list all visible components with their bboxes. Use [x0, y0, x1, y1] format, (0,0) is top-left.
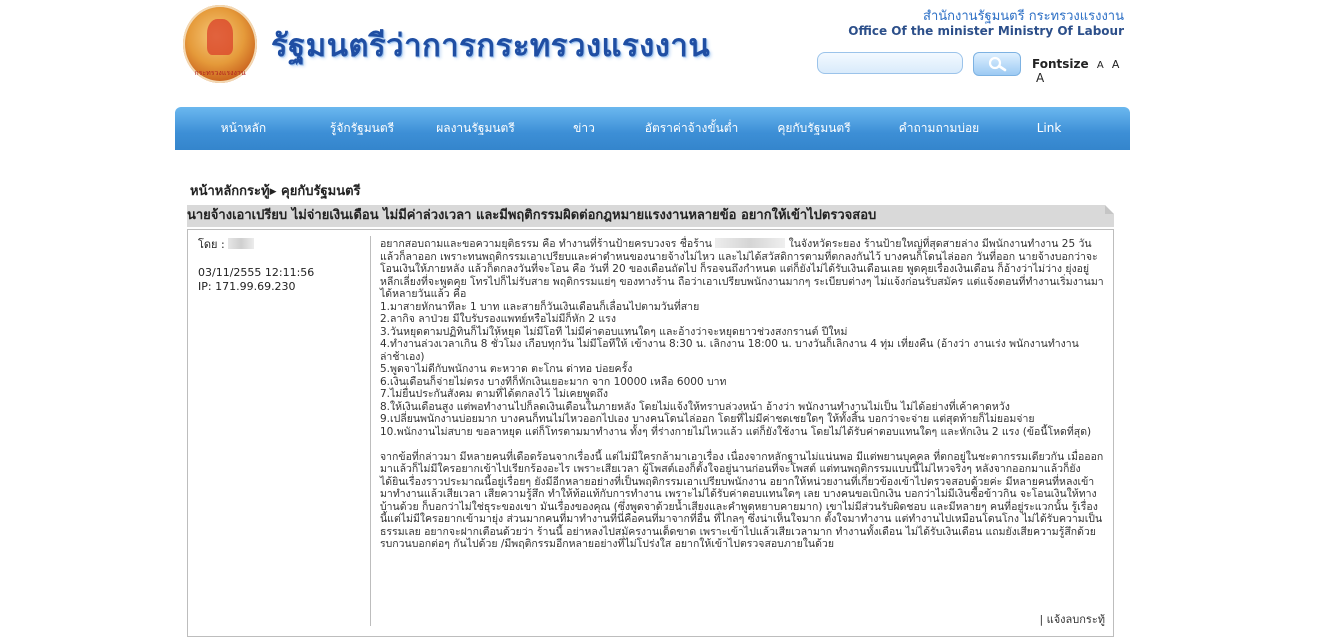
post-intro — [380, 238, 1104, 301]
list-item: 1.มาสายหักนาทีละ 1 บาท และสายก็วันเงินเดือนก็เลื่อนไปตามวันที่สาย — [380, 300, 700, 313]
nav-link[interactable]: Link — [1036, 121, 1062, 135]
report-delete-link[interactable]: | แจ้งลบกระทู้ — [1039, 613, 1105, 626]
search-button[interactable] — [973, 52, 1021, 76]
post-ip: IP: 171.99.69.230 — [198, 280, 296, 293]
list-item: 3.วันหยุดตามปฏิทินก็ไม่ให้หยุด ไม่มีโอที ไม่มีค่าตอบแทนใดๆ และอ้างว่าจะหยุดยาวช่วงสงกรานต์ ปีใหม่ — [380, 325, 848, 338]
post-meta — [198, 238, 363, 294]
fontsize-small[interactable]: A — [1096, 60, 1104, 71]
search-input[interactable] — [817, 52, 963, 74]
office-name-english: Office Of the minister Ministry Of Labour — [848, 24, 1124, 38]
intro-part-2: ในจังหวัดระยอง ร้านป้ายใหญ่ที่สุดสายล่าง มีพนักงานทำงาน 25 วัน แล้วก็ลาออก เพราะทนพฤติกรรมเอาเปรียบและค่าตำหนของนายจ้างไม่ไหว และไม่ได้สวัสดิการตามที่ตกลงกันไว้ บางคนก็โดนไล่ออก วันที่ออก นายจ้างบอกว่าจะโอนเงินให้ภายหลัง แล้วก็ตกลงวันที่จะโอน คือ วันที่ 20 ของเดือนถัดไป ก็รอจนถึงกำหนด แต่ก็ยังไม่ได้รับเงินเดือนเลย พูดคุยเรื่องเงินเดือน ก็อ้างว่าไม่ว่าง ยุ่งอยู่ หลีกเลี่ยงที่จะพูดคุย โทรไปก็ไม่รับสาย พฤติกรรมแย่ๆ ของทางร้าน ถือว่าเอาเปรียบพนักงานมากๆ ระเบียบต่างๆ ไม่แจ้งก่อนรับสมัคร แต่แจ้งตอนที่ทำงานเริ่มงานมาได้หลายวันแล้ว คือ — [380, 238, 1104, 300]
logo-caption: กระทรวงแรงงาน — [194, 69, 246, 77]
breadcrumb-section[interactable]: กระทู้ — [239, 184, 270, 199]
list-item: 5.พูดจาไม่ดีกับพนักงาน ตะหวาด ตะโกน ด่าทอ บ่อยครั้ง — [380, 363, 633, 375]
logo-figure-icon — [207, 19, 233, 55]
spacer — [380, 438, 1104, 451]
site-title[interactable]: รัฐมนตรีว่าการกระทรวงแรงงาน — [271, 28, 711, 64]
list-item: 9.เปลี่ยนพนักงานบ่อยมาก บางคนก็ทนไม่ไหวออกไปเอง บางคนโดนไล่ออก โดยที่ไม่มีค่าชดเชยใดๆ ให้ทั้งสิ้น บอกว่าจะจ่าย แต่สุดท้ายก็ไม่ยอมจ่าย — [380, 413, 1035, 425]
nav-about-minister[interactable]: รู้จักรัฐมนตรี — [329, 121, 395, 135]
nav-home[interactable]: หน้าหลัก — [220, 121, 267, 135]
nav-minister-works[interactable]: ผลงานรัฐมนตรี — [436, 121, 515, 135]
fontsize-control — [1032, 57, 1130, 85]
list-item: 4.ทำงานล่วงเวลาเกิน 8 ชั่วโมง เกือบทุกวัน ไม่มีโอทีให้ เข้างาน 8:30 น. เลิกงาน 18:00 น. บางวันก็เลิกงาน 4 ทุ่ม เที่ยงคืน (อ้างว่า งานเร่ง พนักงานทำงานล่าช้าเอง) — [380, 338, 1079, 363]
nav-faq[interactable]: คำถามถามบ่อย — [898, 121, 980, 135]
corner-fold-icon — [1105, 205, 1114, 214]
breadcrumb-arrow-icon: ▶ — [269, 187, 277, 197]
nav-news[interactable]: ข่าว — [573, 121, 595, 135]
breadcrumb — [190, 180, 361, 201]
column-divider — [370, 236, 371, 626]
breadcrumb-current: คุยกับรัฐมนตรี — [281, 184, 361, 199]
topic-title-bar — [187, 205, 1114, 227]
list-item: 6.เงินเดือนก็จ่ายไม่ตรง บางทีก็หักเงินเยอะมาก จาก 10000 เหลือ 6000 บาท — [380, 375, 727, 388]
main-nav — [175, 107, 1130, 150]
author-name-redacted — [228, 238, 254, 249]
list-item: 8.ให้เงินเดือนสูง แต่พอทำงานไปก็ลดเงินเดือนในภายหลัง โดยไม่แจ้งให้ทราบล่วงหน้า อ้างว่า พนักงานทำงานไม่เป็น ไม่ได้อย่างที่เค้าคาดหวัง — [380, 400, 1010, 413]
post-box — [187, 229, 1114, 637]
page — [175, 0, 1130, 638]
nav-talk-with-minister[interactable]: คุยกับรัฐมนตรี — [777, 121, 851, 135]
fontsize-large[interactable]: A — [1036, 71, 1045, 85]
fontsize-label: Fontsize — [1032, 57, 1089, 71]
shop-name-redacted — [715, 238, 785, 248]
by-label: โดย : — [198, 238, 225, 251]
post-author — [198, 238, 363, 252]
intro-part-1: อยากสอบถามและขอความยุติธรรม คือ ทำงานที่ร้านป้ายครบวงจร ชื่อร้าน — [380, 238, 712, 250]
post-conclusion: จากข้อที่กล่าวมา มีหลายคนที่เดือดร้อนจากเรื่องนี้ แต่ไม่มีใครกล้ามาเอาเรื่อง เนื่องจากหลักฐานไม่แน่นพอ มีแต่พยานบุคคล ที่ตกอยู่ในชะตากรรมเดียวกัน เมื่อออกมาแล้วก็ไม่มีใครอยากเข้าไปเรียกร้องอะไร เพราะเสียเวลา ผู้โพสต์เองก็ตั้งใจอยู่นานก่อนที่จะโพสต์ แต่ทนพฤติกรรมแบบนี้ไม่ไหวจริงๆ หลังจากออกมาแล้วก็ยังได้ยินเรื่องราวประมาณนี้อยู่เรื่อยๆ ยังมีอีกหลายอย่างที่เป็นพฤติกรรมเอาเปรียบพนักงาน อยากให้หน่วยงานที่เกี่ยวข้องเข้าไปตรวจสอบด้วยค่ะ มีหลายคนที่หลงเข้ามาทำงานแล้วเสียเวลา เสียความรู้สึก ทำให้ท้อแท้กับการทำงาน เพราะไม่ได้รับค่าตอบแทนใดๆ เลย บางคนขอเบิกเงิน บอกว่าไม่มีเงินซื้อข้าวกิน จะโอนเงินให้ทางบ้านด้วย ก็บอกว่าไม่ใช่ธุระของเขา มันเรื่องของคุณ (ซึ่งพูดจาด้วยน้ำเสียงและคำพูดหยาบคายมาก) เขาไม่มีส่วนรับผิดชอบ และมีหลายๆ คนที่อยู่ระแวกนั้น รู้เรื่องนี้แต่ไม่มีใครอยากเข้ามายุ่ง ส่วนมากคนที่มาทำงานที่นี่คือคนที่มาจากที่อื่น ที่ไกลๆ ซึ่งน่าเห็นใจมาก ตั้งใจมาทำงาน แต่ทำงานไปเหมือนโดนโกง ไม่ได้รับความเป็นธรรมเลย อยากจะฝากเตือนด้วยว่า ร้านนี้ อย่าหลงไปสมัครงานเด็ดขาด เพราะเข้าไปแล้วเสียเวลามาก ทำงานทั้งเดือน ไม่ได้รับเงินเดือน แถมยังเสียความรู้สึกด้วย รบกวนบอกต่อๆ กันไปด้วย /มีพฤติกรรมอีกหลายอย่างที่ไม่โปร่งใส อยากให้เข้าไปตรวจสอบภายในด้วย — [380, 450, 1104, 550]
ministry-logo[interactable] — [183, 5, 257, 83]
list-item: 7.ไม่ยื่นประกันสังคม ตามที่ได้ตกลงไว้ ไม่เคยพูดถึง — [380, 388, 608, 400]
post-date: 03/11/2555 12:11:56 — [198, 266, 315, 279]
fontsize-medium[interactable]: A — [1111, 58, 1120, 71]
search-icon — [988, 56, 1008, 72]
list-item: 10.พนักงานไม่สบาย ขอลาหยุด แต่ก็โทรตามมาทำงาน ทั้งๆ ที่ร่างกายไม่ไหวแล้ว แต่ก็ยังใช้งาน โดยไม่ได้รับค่าตอบแทนใดๆ และหักเงิน 2 แรง (ข้อนี้โหดที่สุด) — [380, 425, 1092, 438]
list-item: 2.ลากิจ ลาป่วย มีใบรับรองแพทย์หรือไม่มีก็หัก 2 แรง — [380, 313, 616, 325]
breadcrumb-home[interactable]: หน้าหลัก — [190, 184, 240, 199]
office-name-thai: สำนักงานรัฐมนตรี กระทรวงแรงงาน — [923, 9, 1124, 24]
topic-title: นายจ้างเอาเปรียบ ไม่จ่ายเงินเดือน ไม่มีค่าล่วงเวลา และมีพฤติกรรมผิดต่อกฎหมายแรงงานหลายข้อ อยากให้เข้าไปตรวจสอบ — [187, 208, 877, 223]
post-content — [380, 238, 1104, 551]
nav-minimum-wage[interactable]: อัตราค่าจ้างขั้นต่ำ — [644, 121, 739, 135]
